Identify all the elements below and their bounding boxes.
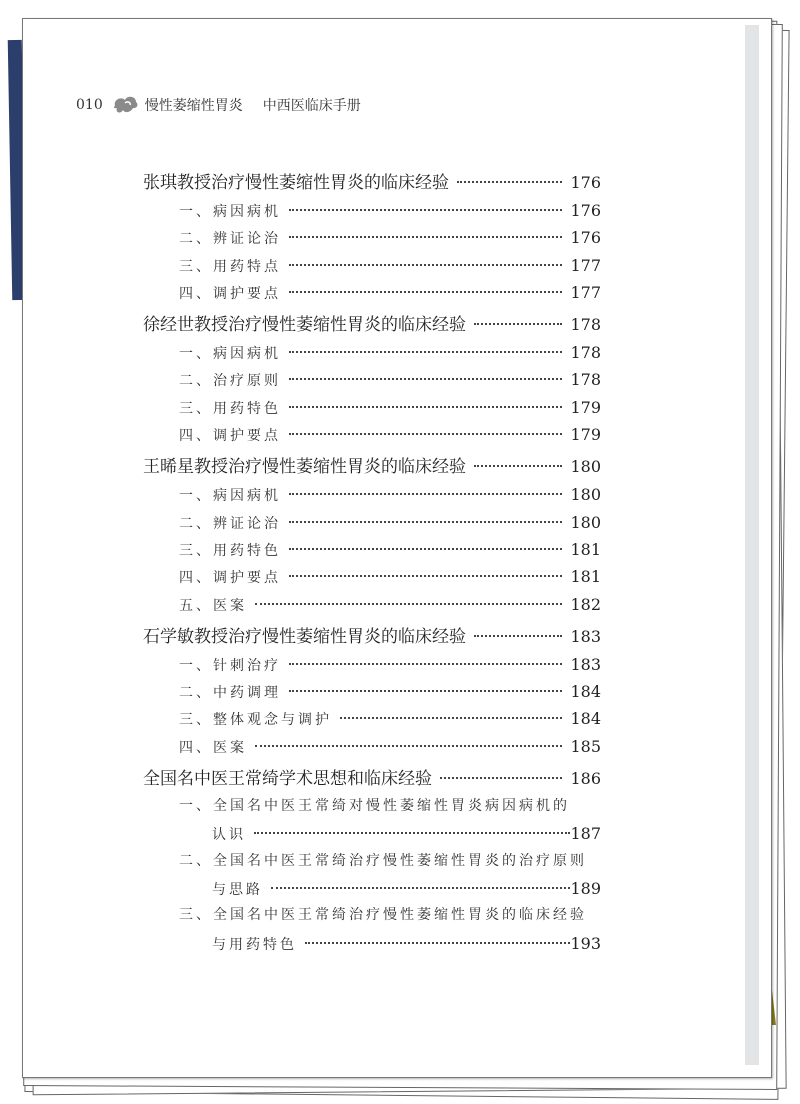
toc-subentry[interactable] — [143, 197, 601, 224]
toc-page-number: 180 — [570, 485, 601, 505]
toc-subentry[interactable] — [143, 930, 601, 957]
toc-subentry[interactable] — [143, 224, 601, 251]
toc-section-entry[interactable] — [143, 623, 601, 651]
toc-page-number: 187 — [570, 824, 601, 844]
dot-leader — [289, 406, 562, 408]
dot-leader — [289, 351, 562, 353]
toc-subentry[interactable] — [143, 875, 601, 902]
dot-leader — [289, 264, 562, 266]
toc-page-number: 178 — [570, 343, 601, 363]
toc-page-number: 184 — [570, 709, 601, 729]
toc-subentry-title: 一、针刺治疗 — [179, 657, 281, 674]
toc-page-number: 181 — [570, 539, 601, 559]
toc-subentry[interactable] — [143, 820, 601, 847]
toc-subentry[interactable] — [143, 252, 601, 279]
book-subtitle: 中西医临床手册 — [262, 98, 361, 114]
toc-subentry-title: 二、全国名中医王常绮治疗慢性萎缩性胃炎的治疗原则 — [179, 852, 587, 869]
toc-section-entry[interactable] — [143, 169, 601, 197]
dot-leader — [255, 745, 562, 747]
running-header — [76, 94, 361, 116]
dot-leader — [289, 493, 562, 495]
toc-page-number: 183 — [570, 654, 601, 674]
toc-subentry[interactable] — [143, 366, 601, 393]
toc-subentry-title: 一、病因病机 — [179, 488, 281, 505]
toc-page-number: 177 — [570, 282, 601, 302]
toc-subentry-title: 三、用药特色 — [179, 542, 281, 559]
dot-leader — [289, 236, 562, 238]
book-title: 慢性萎缩性胃炎 — [144, 98, 243, 114]
toc-page-number: 184 — [570, 682, 601, 702]
toc-subentry[interactable] — [143, 902, 601, 929]
dot-leader — [340, 717, 562, 719]
dot-leader — [289, 548, 562, 550]
toc-subentry-title: 四、调护要点 — [179, 570, 281, 587]
toc-subentry-title: 四、医案 — [179, 739, 247, 756]
toc-subentry[interactable] — [143, 279, 601, 306]
toc-subentry-title: 一、全国名中医王常绮对慢性萎缩性胃炎病因病机的 — [179, 798, 570, 815]
toc-section-title: 全国名中医王常绮学术思想和临床经验 — [143, 769, 432, 790]
toc-subentry-title: 三、用药特点 — [179, 258, 281, 275]
dot-leader — [305, 942, 570, 944]
toc-subentry[interactable] — [143, 563, 601, 590]
page-number: 010 — [76, 97, 103, 113]
toc-subentry-title: 二、辨证论治 — [179, 231, 281, 248]
dot-leader — [440, 777, 562, 779]
dot-leader — [289, 575, 562, 577]
dot-leader — [289, 209, 562, 211]
toc-section-entry[interactable] — [143, 311, 601, 339]
toc-subentry[interactable] — [143, 536, 601, 563]
toc-subentry-title: 三、整体观念与调护 — [179, 712, 332, 729]
toc-subentry[interactable] — [143, 733, 601, 760]
toc-page-number: 183 — [570, 626, 601, 646]
toc-page-number: 179 — [570, 425, 601, 445]
toc-page-number: 180 — [570, 512, 601, 532]
toc-subentry-title: 四、调护要点 — [179, 428, 281, 445]
toc-subentry-title: 与思路 — [212, 881, 263, 898]
dot-leader — [457, 181, 562, 183]
toc-section-title: 王晞星教授治疗慢性萎缩性胃炎的临床经验 — [143, 457, 466, 478]
dot-leader — [289, 690, 562, 692]
toc-page-number: 186 — [570, 769, 601, 789]
toc-section-entry[interactable] — [143, 765, 601, 793]
toc-subentry-title: 一、病因病机 — [179, 346, 281, 363]
dot-leader — [289, 663, 562, 665]
dot-leader — [474, 323, 562, 325]
toc-subentry-title: 一、病因病机 — [179, 204, 281, 220]
toc-subentry[interactable] — [143, 678, 601, 705]
toc-page-number: 193 — [570, 933, 601, 953]
toc-page-number: 185 — [570, 736, 601, 756]
toc-page-number: 176 — [570, 173, 601, 192]
toc-subentry[interactable] — [143, 848, 601, 875]
toc-subentry[interactable] — [143, 339, 601, 366]
toc-section-title: 徐经世教授治疗慢性萎缩性胃炎的临床经验 — [143, 315, 466, 336]
toc-page-number: 176 — [570, 201, 601, 220]
table-of-contents — [143, 169, 601, 957]
toc-subentry[interactable] — [143, 591, 601, 618]
toc-section-title: 张琪教授治疗慢性萎缩性胃炎的临床经验 — [143, 173, 449, 193]
toc-page-number: 178 — [570, 370, 601, 390]
dot-leader — [289, 378, 562, 380]
dot-leader — [474, 635, 562, 637]
dot-leader — [254, 832, 570, 834]
toc-page-number: 177 — [570, 255, 601, 275]
dot-leader — [289, 433, 562, 435]
page-gutter-shadow — [745, 25, 759, 1065]
toc-subentry[interactable] — [143, 481, 601, 508]
toc-page-number: 179 — [570, 397, 601, 417]
toc-page-number: 178 — [570, 315, 601, 335]
toc-subentry-title: 五、医案 — [179, 597, 247, 614]
toc-subentry[interactable] — [143, 793, 601, 820]
toc-subentry-title: 三、用药特色 — [179, 400, 281, 417]
toc-subentry-title: 四、调护要点 — [179, 285, 281, 302]
toc-page-number: 176 — [570, 228, 601, 248]
toc-subentry[interactable] — [143, 394, 601, 421]
toc-subentry-title: 三、全国名中医王常绮治疗慢性萎缩性胃炎的临床经验 — [179, 907, 587, 924]
dot-leader — [255, 603, 562, 605]
toc-page-number: 181 — [570, 567, 601, 587]
dot-leader — [474, 465, 562, 467]
toc-subentry[interactable] — [143, 509, 601, 536]
toc-subentry[interactable] — [143, 421, 601, 448]
toc-section-title: 石学敏教授治疗慢性萎缩性胃炎的临床经验 — [143, 626, 466, 647]
dot-leader — [289, 291, 562, 293]
toc-subentry-title: 二、辨证论治 — [179, 515, 281, 532]
toc-subentry[interactable] — [143, 651, 601, 678]
toc-subentry-title: 认识 — [212, 827, 246, 844]
dot-leader — [289, 521, 562, 523]
toc-page-number: 182 — [570, 594, 601, 614]
toc-section-entry[interactable] — [143, 453, 601, 481]
toc-subentry-title: 与用药特色 — [212, 936, 297, 953]
toc-subentry-title: 二、治疗原则 — [179, 373, 281, 390]
toc-page-number: 189 — [570, 878, 601, 898]
toc-page-number: 180 — [570, 457, 601, 477]
cloud-ornament-icon — [111, 94, 139, 116]
toc-subentry-title: 二、中药调理 — [179, 685, 281, 702]
dot-leader — [271, 887, 570, 889]
toc-subentry[interactable] — [143, 705, 601, 732]
